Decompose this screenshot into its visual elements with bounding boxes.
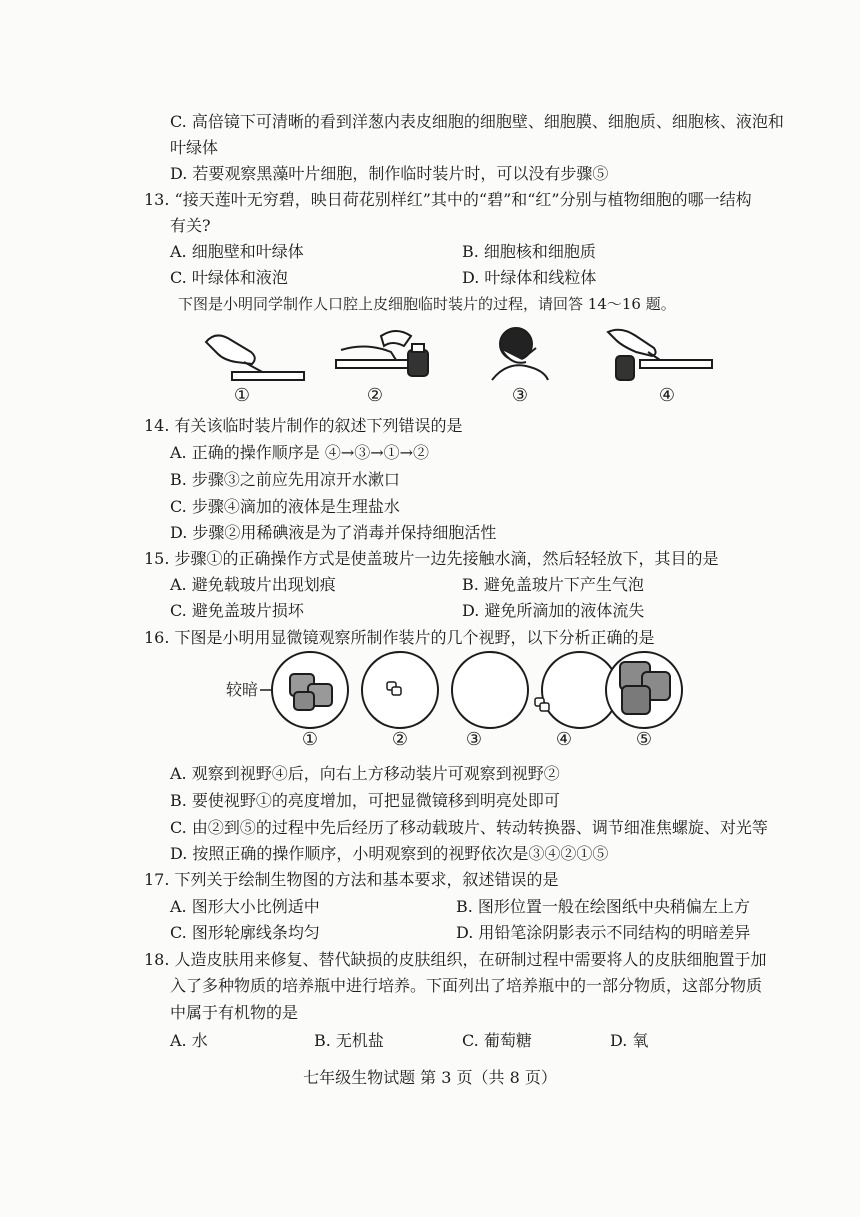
q15-option-c: C. 避免盖玻片损坏 xyxy=(170,601,304,620)
step-label-3: ③ xyxy=(511,385,529,406)
q17-stem: 17. 下列关于绘制生物图的方法和基本要求，叙述错误的是 xyxy=(144,870,559,889)
q16-option-c: C. 由②到⑤的过程中先后经历了移动载玻片、转动转换器、调节细准焦螺旋、对光等 xyxy=(170,818,768,837)
q17-option-c: C. 图形轮廓线条均匀 xyxy=(170,923,320,942)
field-2 xyxy=(362,652,438,728)
field-3 xyxy=(452,652,528,728)
step-1-cover-slip-illustration xyxy=(206,335,304,380)
q14-stem: 14. 有关该临时装片制作的叙述下列错误的是 xyxy=(144,416,463,435)
q14-option-b: B. 步骤③之前应先用凉开水漱口 xyxy=(170,470,400,489)
q14-option-c: C. 步骤④滴加的液体是生理盐水 xyxy=(170,497,400,516)
step-label-4: ④ xyxy=(658,385,676,406)
q17-option-a: A. 图形大小比例适中 xyxy=(170,897,320,916)
q18-stem-line1: 18. 人造皮肤用来修复、替代缺损的皮肤组织，在研制过程中需要将人的皮肤细胞置于加 xyxy=(144,950,767,969)
q15-stem: 15. 步骤①的正确操作方式是使盖玻片一边先接触水滴，然后轻轻放下，其目的是 xyxy=(144,549,719,568)
field-1 xyxy=(272,652,348,728)
q15-option-b: B. 避免盖玻片下产生气泡 xyxy=(462,575,644,594)
page-footer: 七年级生物试题 第 3 页（共 8 页） xyxy=(303,1068,557,1087)
intro-14-16: 下图是小明同学制作人口腔上皮细胞临时装片的过程，请回答 14～16 题。 xyxy=(178,295,676,313)
field-label-3: ③ xyxy=(465,729,483,750)
q12-option-c-line2: 叶绿体 xyxy=(170,138,219,157)
q15-option-d: D. 避免所滴加的液体流失 xyxy=(462,601,645,620)
step-4-drop-solution-illustration xyxy=(608,330,712,380)
slide-prep-figure xyxy=(196,322,716,388)
q16-option-a: A. 观察到视野④后，向右上方移动装片可观察到视野② xyxy=(170,764,560,783)
dark-label: 较暗 xyxy=(226,680,259,699)
q16-option-d: D. 按照正确的操作顺序，小明观察到的视野依次是③④②①⑤ xyxy=(170,844,609,863)
q18-option-b: B. 无机盐 xyxy=(314,1031,384,1050)
q15-option-a: A. 避免载玻片出现划痕 xyxy=(170,575,336,594)
q13-option-a: A. 细胞壁和叶绿体 xyxy=(170,242,304,261)
field-label-1: ① xyxy=(301,729,319,750)
step-label-1: ① xyxy=(233,385,251,406)
field-5-figure xyxy=(604,650,684,734)
field-label-4: ④ xyxy=(555,729,573,750)
field-label-2: ② xyxy=(391,729,409,750)
field-label-5: ⑤ xyxy=(635,729,653,750)
q14-option-d: D. 步骤②用稀碘液是为了消毒并保持细胞活性 xyxy=(170,523,497,542)
q13-option-b: B. 细胞核和细胞质 xyxy=(462,242,596,261)
step-2-stain-illustration xyxy=(336,331,428,376)
step-label-2: ② xyxy=(366,385,384,406)
q13-option-c: C. 叶绿体和液泡 xyxy=(170,268,288,287)
q14-option-a: A. 正确的操作顺序是 ④→③→①→② xyxy=(170,443,430,462)
q16-option-b: B. 要使视野①的亮度增加，可把显微镜移到明亮处即可 xyxy=(170,791,560,810)
q18-stem-line2: 入了多种物质的培养瓶中进行培养。下面列出了培养瓶中的一部分物质，这部分物质 xyxy=(170,976,763,995)
q12-option-d: D. 若要观察黑藻叶片细胞，制作临时装片时，可以没有步骤⑤ xyxy=(170,164,609,183)
q13-stem-line1: 13. “接天莲叶无穷碧，映日荷花别样红”其中的“碧”和“红”分别与植物细胞的哪一结构 xyxy=(144,190,752,209)
q18-option-a: A. 水 xyxy=(170,1031,208,1050)
q18-stem-line3: 中属于有机物的是 xyxy=(170,1003,299,1022)
q16-stem: 16. 下图是小明用显微镜观察所制作装片的几个视野，以下分析正确的是 xyxy=(144,628,655,647)
q12-option-c-line1: C. 高倍镜下可清晰的看到洋葱内表皮细胞的细胞壁、细胞膜、细胞质、细胞核、液泡和 xyxy=(170,112,784,131)
q13-option-d: D. 叶绿体和线粒体 xyxy=(462,268,597,287)
q13-stem-line2: 有关? xyxy=(170,216,211,235)
step-3-scrape-cheek-illustration xyxy=(492,328,548,380)
q17-option-b: B. 图形位置一般在绘图纸中央稍偏左上方 xyxy=(456,897,750,916)
q17-option-d: D. 用铅笔涂阴影表示不同结构的明暗差异 xyxy=(456,923,751,942)
q18-option-d: D. 氧 xyxy=(610,1031,649,1050)
q18-option-c: C. 葡萄糖 xyxy=(462,1031,532,1050)
